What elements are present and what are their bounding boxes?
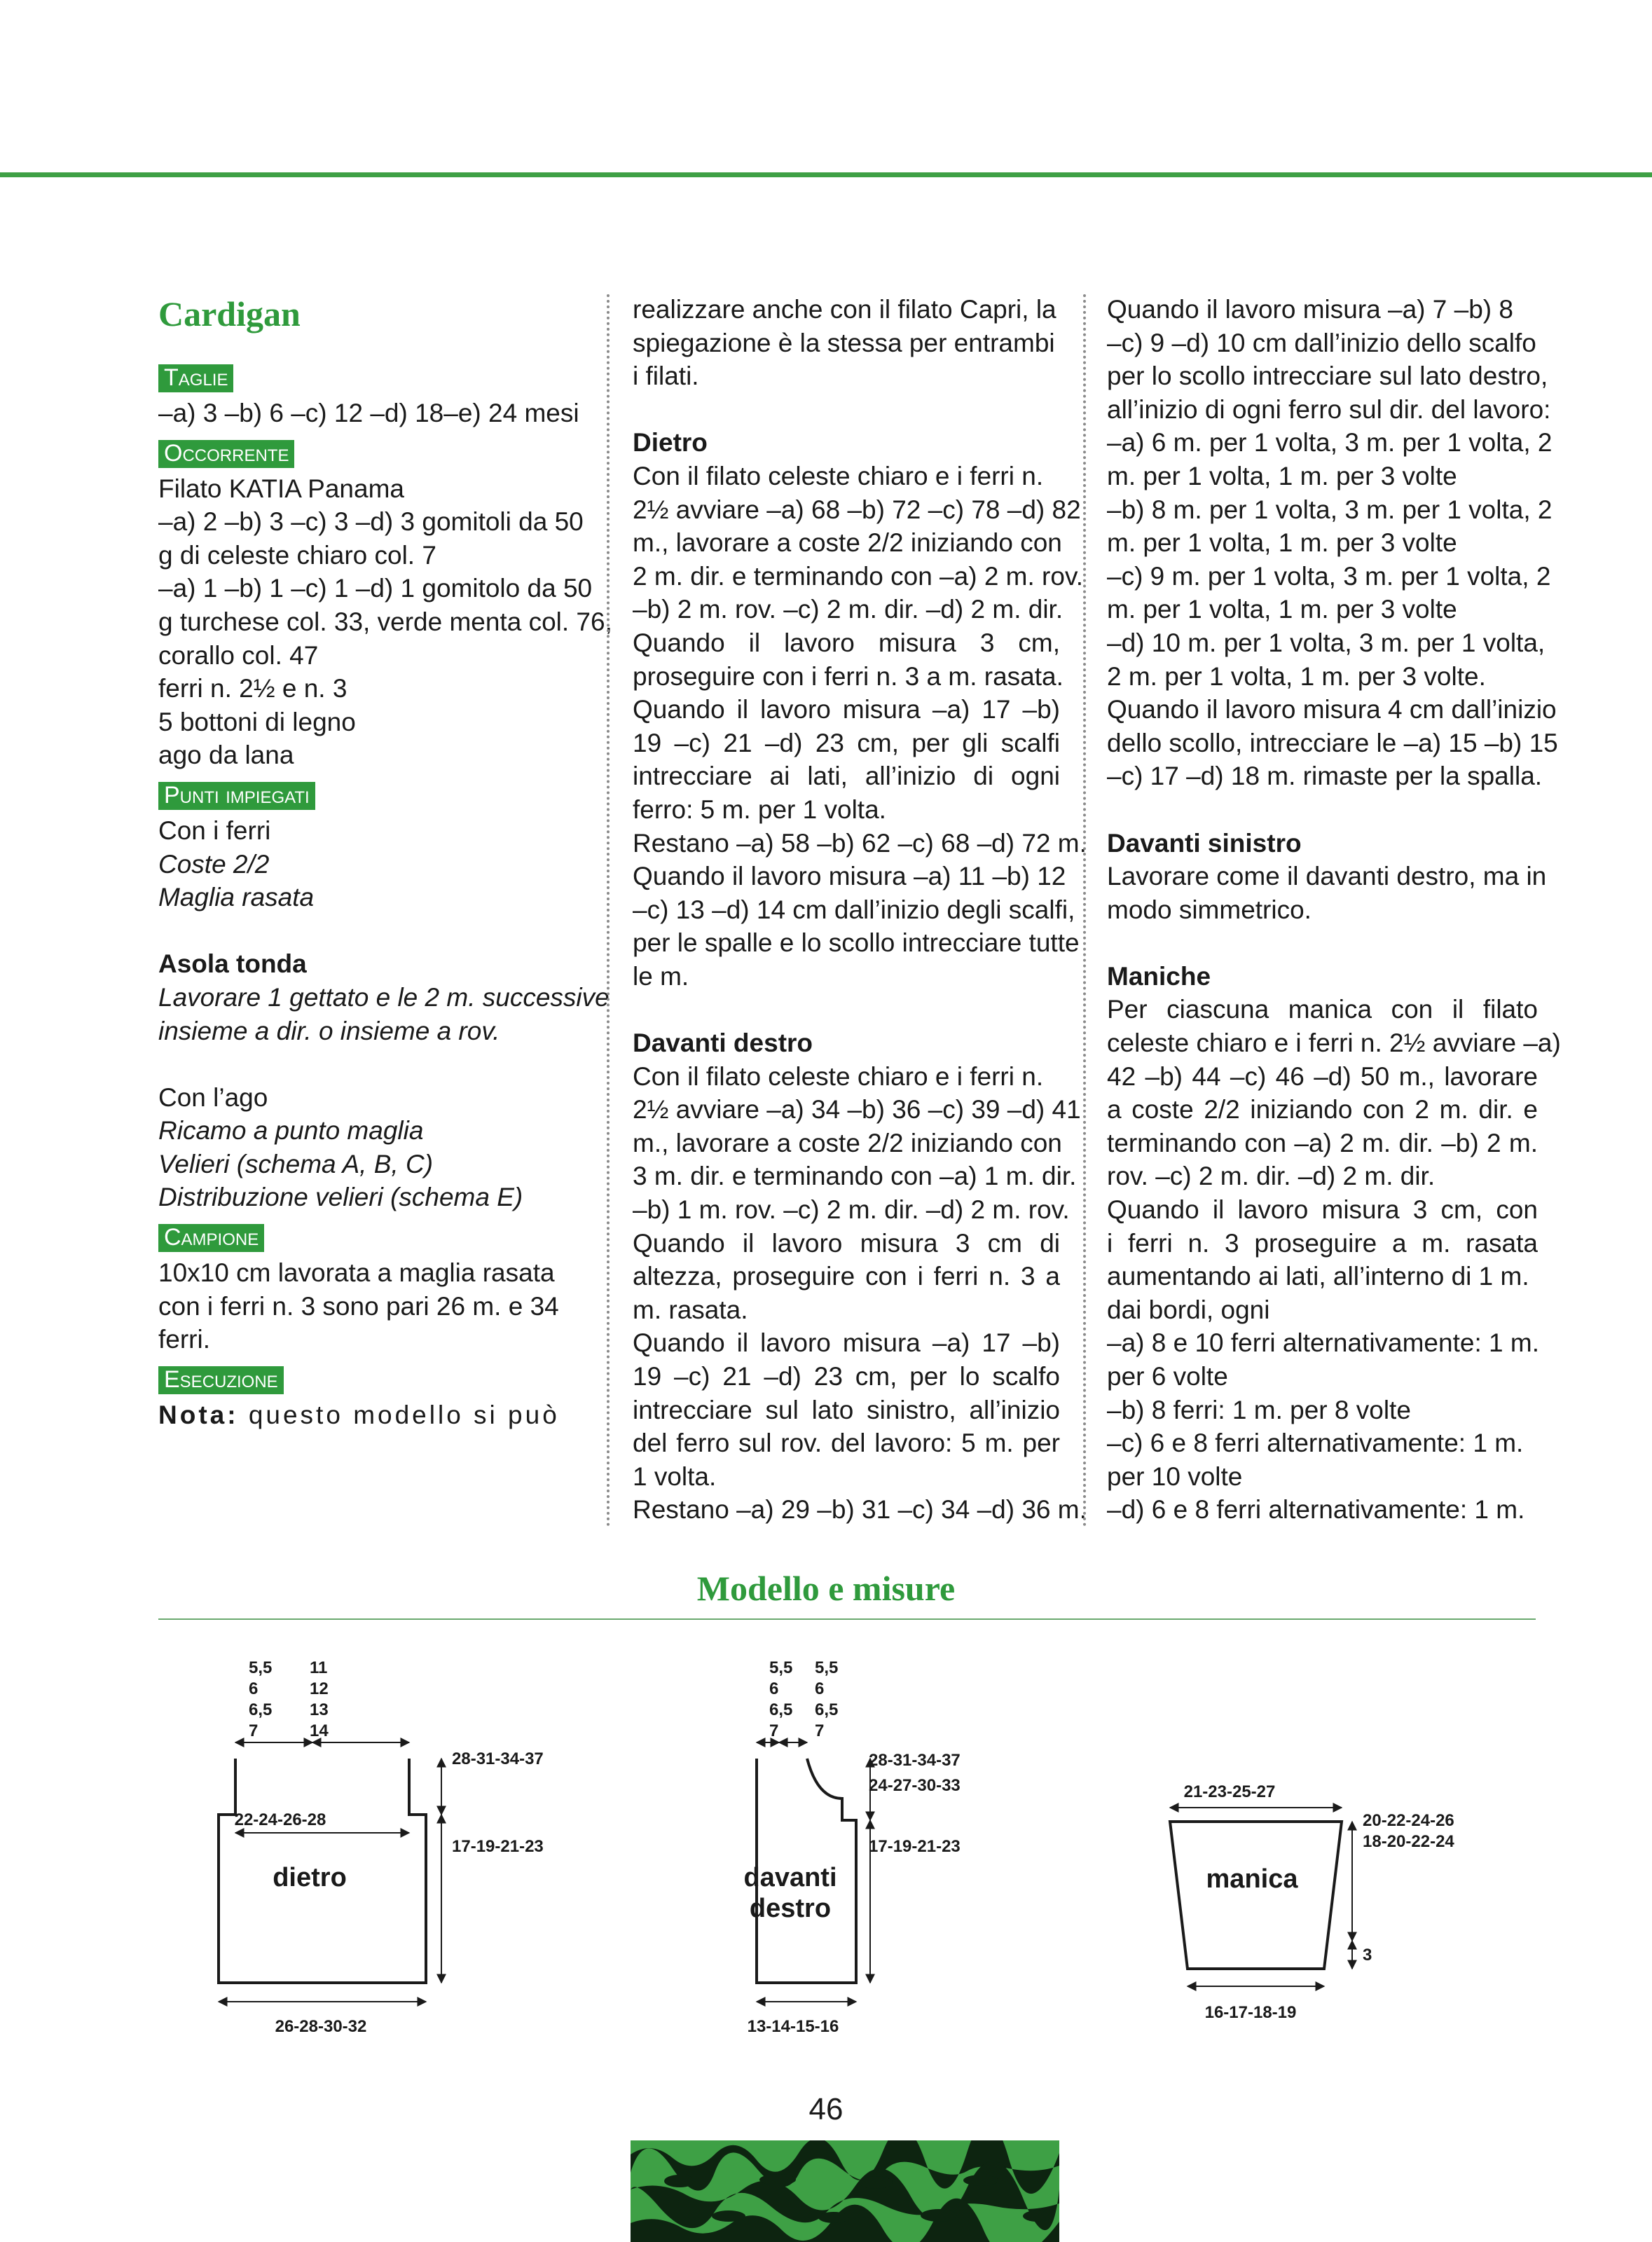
davanti-shoulder-value: 6 xyxy=(769,1679,779,1698)
intro-line: i filati. xyxy=(633,362,699,391)
occorrente-line: ago da lana xyxy=(158,741,294,770)
maniche-line: –d) 6 e 8 ferri alternativamente: 1 m. xyxy=(1107,1495,1525,1525)
maniche-line: rov. –c) 2 m. dir. –d) 2 m. dir. xyxy=(1107,1162,1436,1191)
scollo-line: all’inizio di ogni ferro sul dir. del lavoro: xyxy=(1107,394,1551,424)
campione-heading: Campione xyxy=(158,1224,264,1252)
occorrente-line: corallo col. 47 xyxy=(158,640,319,670)
davanti-shoulder-value: 7 xyxy=(769,1721,779,1740)
punti-line: Con i ferri xyxy=(158,816,271,845)
davanti-sinistro-line: modo simmetrico. xyxy=(1107,895,1312,924)
column-3 xyxy=(1107,293,1561,1527)
davanti-destro-line: 3 m. dir. e terminando con –a) 1 m. dir. xyxy=(633,1162,1077,1191)
taglie-line: –a) 3 –b) 6 –c) 12 –d) 18–e) 24 mesi xyxy=(158,399,579,427)
page-number: 46 xyxy=(808,2092,844,2126)
dietro-line: proseguire con i ferri n. 3 a m. rasata. xyxy=(633,661,1064,691)
maniche-line: terminando con –a) 2 m. dir. –b) 2 m. xyxy=(1107,1128,1538,1157)
scollo-line: dello scollo, intrecciare le –a) 15 –b) 15 xyxy=(1107,728,1558,757)
davanti-destro-line: Con il filato celeste chiaro e i ferri n. xyxy=(633,1061,1044,1091)
davanti-neck-height: 24-27-30-33 xyxy=(869,1776,961,1795)
dietro-line: 2½ avviare –a) 68 –b) 72 –c) 78 –d) 82 xyxy=(633,495,1081,524)
davanti-label: davanti xyxy=(743,1863,837,1892)
davanti-destro-line: m., lavorare a coste 2/2 iniziando con xyxy=(633,1128,1062,1157)
maniche-line: Quando il lavoro misura 3 cm, con xyxy=(1107,1195,1538,1225)
davanti-sinistro-line: Lavorare come il davanti destro, ma in xyxy=(1107,862,1547,891)
dietro-line: Quando il lavoro misura –a) 17 –b) xyxy=(633,695,1060,724)
davanti-neck-value: 6 xyxy=(815,1679,825,1698)
scollo-line: –a) 6 m. per 1 volta, 3 m. per 1 volta, 2 xyxy=(1107,428,1553,458)
occorrente-line: ferri n. 2½ e n. 3 xyxy=(158,674,347,703)
davanti-side-height: 17-19-21-23 xyxy=(869,1837,961,1856)
maniche-line: –b) 8 ferri: 1 m. per 8 volte xyxy=(1107,1395,1411,1424)
knit-texture-image xyxy=(631,2140,1059,2242)
maniche-line: i ferri n. 3 proseguire a m. rasata xyxy=(1107,1228,1538,1258)
dietro-shoulder-value: 6 xyxy=(249,1679,259,1698)
maniche-line: per 6 volte xyxy=(1107,1362,1228,1391)
davanti-destro-line: del ferro sul rov. del lavoro: 5 m. per xyxy=(633,1429,1060,1458)
intro-line: realizzare anche con il filato Capri, la xyxy=(633,295,1056,324)
scollo-line: –d) 10 m. per 1 volta, 3 m. per 1 volta, xyxy=(1107,628,1546,657)
dietro-neck-value: 14 xyxy=(310,1721,329,1740)
scollo-line: per lo scollo intrecciare sul lato destro, xyxy=(1107,362,1548,391)
ago-line: Ricamo a punto maglia xyxy=(158,1116,424,1146)
scollo-line: Quando il lavoro misura –a) 7 –b) 8 xyxy=(1107,295,1513,324)
spacer xyxy=(1107,926,1538,960)
maniche-line: Per ciascuna manica con il filato xyxy=(1107,995,1538,1024)
dietro-label: dietro xyxy=(273,1863,347,1892)
spacer xyxy=(1107,793,1538,827)
esecuzione-heading: Esecuzione xyxy=(158,1366,284,1394)
davanti-destro-line: m. rasata. xyxy=(633,1295,748,1324)
spacer xyxy=(633,993,1060,1026)
nota-label: Nota: xyxy=(158,1400,239,1429)
maniche-line: –a) 8 e 10 ferri alternativamente: 1 m. xyxy=(1107,1328,1539,1358)
dietro-inner-width: 22-24-26-28 xyxy=(234,1810,326,1829)
davanti-destro-line: Quando il lavoro misura 3 cm di xyxy=(633,1228,1060,1258)
campione-line: con i ferri n. 3 sono pari 26 m. e 34 xyxy=(158,1291,559,1321)
dietro-side-height: 17-19-21-23 xyxy=(452,1837,544,1856)
dietro-neck-value: 13 xyxy=(310,1700,329,1719)
davanti-destro-line: altezza, proseguire con i ferri n. 3 a xyxy=(633,1262,1060,1291)
davanti-shoulder-value: 5,5 xyxy=(769,1658,793,1677)
manica-top-width: 21-23-25-27 xyxy=(1183,1782,1276,1801)
manica-side-height: 20-22-24-26 xyxy=(1363,1811,1454,1830)
occorrente-line: 5 bottoni di legno xyxy=(158,707,356,736)
dietro-neck-value: 12 xyxy=(310,1679,329,1698)
dietro-line: le m. xyxy=(633,961,689,991)
davanti-sinistro-heading: Davanti sinistro xyxy=(1107,828,1302,858)
occorrente-line: g turchese col. 33, verde menta col. 76, xyxy=(158,607,612,636)
dietro-bottom-width: 26-28-30-32 xyxy=(275,2017,367,2036)
manica-label: manica xyxy=(1206,1864,1298,1894)
davanti-destro-line: –b) 1 m. rov. –c) 2 m. dir. –d) 2 m. rov. xyxy=(633,1195,1070,1225)
scollo-line: m. per 1 volta, 1 m. per 3 volte xyxy=(1107,461,1457,490)
section-rule xyxy=(158,1618,1536,1620)
dietro-line: Restano –a) 58 –b) 62 –c) 68 –d) 72 m. xyxy=(633,828,1087,858)
occorrente-line: –a) 2 –b) 3 –c) 3 –d) 3 gomitoli da 50 xyxy=(158,507,584,537)
davanti-shoulder-value: 6,5 xyxy=(769,1700,793,1719)
maniche-line: –c) 6 e 8 ferri alternativamente: 1 m. xyxy=(1107,1429,1524,1458)
maniche-line: a coste 2/2 iniziando con 2 m. dir. e xyxy=(1107,1095,1538,1125)
column-separator xyxy=(1083,294,1086,1527)
scollo-line: Quando il lavoro misura 4 cm dall’inizio xyxy=(1107,695,1557,724)
dietro-line: Quando il lavoro misura –a) 11 –b) 12 xyxy=(633,862,1066,891)
davanti-destro-line: Restano –a) 29 –b) 31 –c) 34 –d) 36 m. xyxy=(633,1495,1087,1525)
scollo-line: –c) 9 –d) 10 cm dall’inizio dello scalfo xyxy=(1107,328,1536,357)
davanti-neck-value: 7 xyxy=(815,1721,825,1740)
dietro-shoulder-value: 7 xyxy=(249,1721,259,1740)
punti-heading: Punti impiegati xyxy=(158,782,315,810)
occorrente-heading: Occorrente xyxy=(158,440,294,468)
dietro-line: m., lavorare a coste 2/2 iniziando con xyxy=(633,528,1062,558)
scollo-line: m. per 1 volta, 1 m. per 3 volte xyxy=(1107,595,1457,624)
column-2 xyxy=(633,293,1087,1527)
manica-cuff-height: 3 xyxy=(1363,1946,1372,1965)
occorrente-line: Filato KATIA Panama xyxy=(158,474,404,503)
ago-line: Velieri (schema A, B, C) xyxy=(158,1149,434,1178)
manica-side-height: 18-20-22-24 xyxy=(1363,1832,1454,1851)
davanti-neck-value: 6,5 xyxy=(815,1700,839,1719)
dietro-line: ferro: 5 m. per 1 volta. xyxy=(633,795,886,824)
maniche-line: dai bordi, ogni xyxy=(1107,1295,1270,1324)
pattern-title: Cardigan xyxy=(158,294,301,333)
dietro-heading: Dietro xyxy=(633,428,708,458)
taglie-heading: Taglie xyxy=(158,364,233,392)
asola-heading: Asola tonda xyxy=(158,949,307,979)
maniche-heading: Maniche xyxy=(1107,961,1211,991)
davanti-neck-value: 5,5 xyxy=(815,1658,839,1677)
davanti-destro-line: 1 volta. xyxy=(633,1462,717,1491)
davanti-armhole-height: 28-31-34-37 xyxy=(869,1751,961,1770)
spacer xyxy=(158,914,588,948)
scollo-line: m. per 1 volta, 1 m. per 3 volte xyxy=(1107,528,1457,558)
manica-bottom-width: 16-17-18-19 xyxy=(1204,2003,1297,2022)
occorrente-line: g di celeste chiaro col. 7 xyxy=(158,540,436,570)
davanti-destro-line: Quando il lavoro misura –a) 17 –b) xyxy=(633,1328,1060,1358)
nota-line xyxy=(158,1398,588,1432)
davanti-destro-heading: Davanti destro xyxy=(633,1029,813,1058)
dietro-armhole-height: 28-31-34-37 xyxy=(452,1749,544,1768)
dietro-shoulder-value: 5,5 xyxy=(249,1658,273,1677)
column-separator xyxy=(607,294,610,1527)
punti-line: Maglia rasata xyxy=(158,883,315,912)
scollo-line: –b) 8 m. per 1 volta, 3 m. per 1 volta, 2 xyxy=(1107,495,1553,524)
dietro-line: per le spalle e lo scollo intrecciare tutte xyxy=(633,928,1080,958)
section-title: Modello e misure xyxy=(696,1569,956,1608)
scollo-line: –c) 17 –d) 18 m. rimaste per la spalla. xyxy=(1107,762,1543,791)
dietro-line: intrecciare ai lati, all’inizio di ogni xyxy=(633,762,1060,791)
davanti-destro-line: 19 –c) 21 –d) 23 cm, per lo scalfo xyxy=(633,1362,1060,1391)
davanti-destro-line: 2½ avviare –a) 34 –b) 36 –c) 39 –d) 41 xyxy=(633,1095,1081,1125)
ago-line: Con l’ago xyxy=(158,1082,268,1112)
dietro-shoulder-value: 6,5 xyxy=(249,1700,273,1719)
intro-line: spiegazione è la stessa per entrambi xyxy=(633,328,1055,357)
dietro-line: –c) 13 –d) 14 cm dall’inizio degli scalfi, xyxy=(633,895,1075,924)
davanti-bottom-width: 13-14-15-16 xyxy=(747,2017,839,2036)
davanti-destro-line: intrecciare sul lato sinistro, all’inizio xyxy=(633,1395,1060,1424)
scollo-line: 2 m. per 1 volta, 1 m. per 3 volte. xyxy=(1107,661,1486,691)
spacer xyxy=(633,393,1060,427)
top-accent-rule xyxy=(0,172,1652,177)
asola-line: Lavorare 1 gettato e le 2 m. successive xyxy=(158,982,610,1012)
dietro-line: –b) 2 m. rov. –c) 2 m. dir. –d) 2 m. dir. xyxy=(633,595,1064,624)
dietro-line: Quando il lavoro misura 3 cm, xyxy=(633,628,1060,657)
maniche-line: celeste chiaro e i ferri n. 2½ avviare –a) xyxy=(1107,1029,1561,1058)
column-1 xyxy=(158,293,612,1431)
ago-line: Distribuzione velieri (schema E) xyxy=(158,1183,523,1212)
punti-line: Coste 2/2 xyxy=(158,849,270,879)
davanti-label: destro xyxy=(749,1894,832,1923)
spacer xyxy=(158,1047,588,1081)
maniche-line: aumentando ai lati, all’interno di 1 m. xyxy=(1107,1262,1529,1291)
dietro-line: 19 –c) 21 –d) 23 cm, per gli scalfi xyxy=(633,728,1060,757)
nota-text: questo modello si può xyxy=(248,1400,560,1429)
scollo-line: –c) 9 m. per 1 volta, 3 m. per 1 volta, 2 xyxy=(1107,561,1551,591)
campione-line: ferri. xyxy=(158,1325,210,1354)
asola-line: insieme a dir. o insieme a rov. xyxy=(158,1016,500,1045)
dietro-line: Con il filato celeste chiaro e i ferri n. xyxy=(633,461,1044,490)
manica-outline xyxy=(1170,1822,1342,1969)
measurement-diagram xyxy=(0,1632,1652,2081)
dietro-neck-value: 11 xyxy=(310,1658,328,1677)
campione-line: 10x10 cm lavorata a maglia rasata xyxy=(158,1258,555,1288)
maniche-line: 42 –b) 44 –c) 46 –d) 50 m., lavorare xyxy=(1107,1061,1538,1091)
occorrente-line: –a) 1 –b) 1 –c) 1 –d) 1 gomitolo da 50 xyxy=(158,574,593,603)
occorrente-list xyxy=(158,472,612,772)
maniche-line: per 10 volte xyxy=(1107,1462,1243,1491)
dietro-line: 2 m. dir. e terminando con –a) 2 m. rov. xyxy=(633,561,1083,591)
